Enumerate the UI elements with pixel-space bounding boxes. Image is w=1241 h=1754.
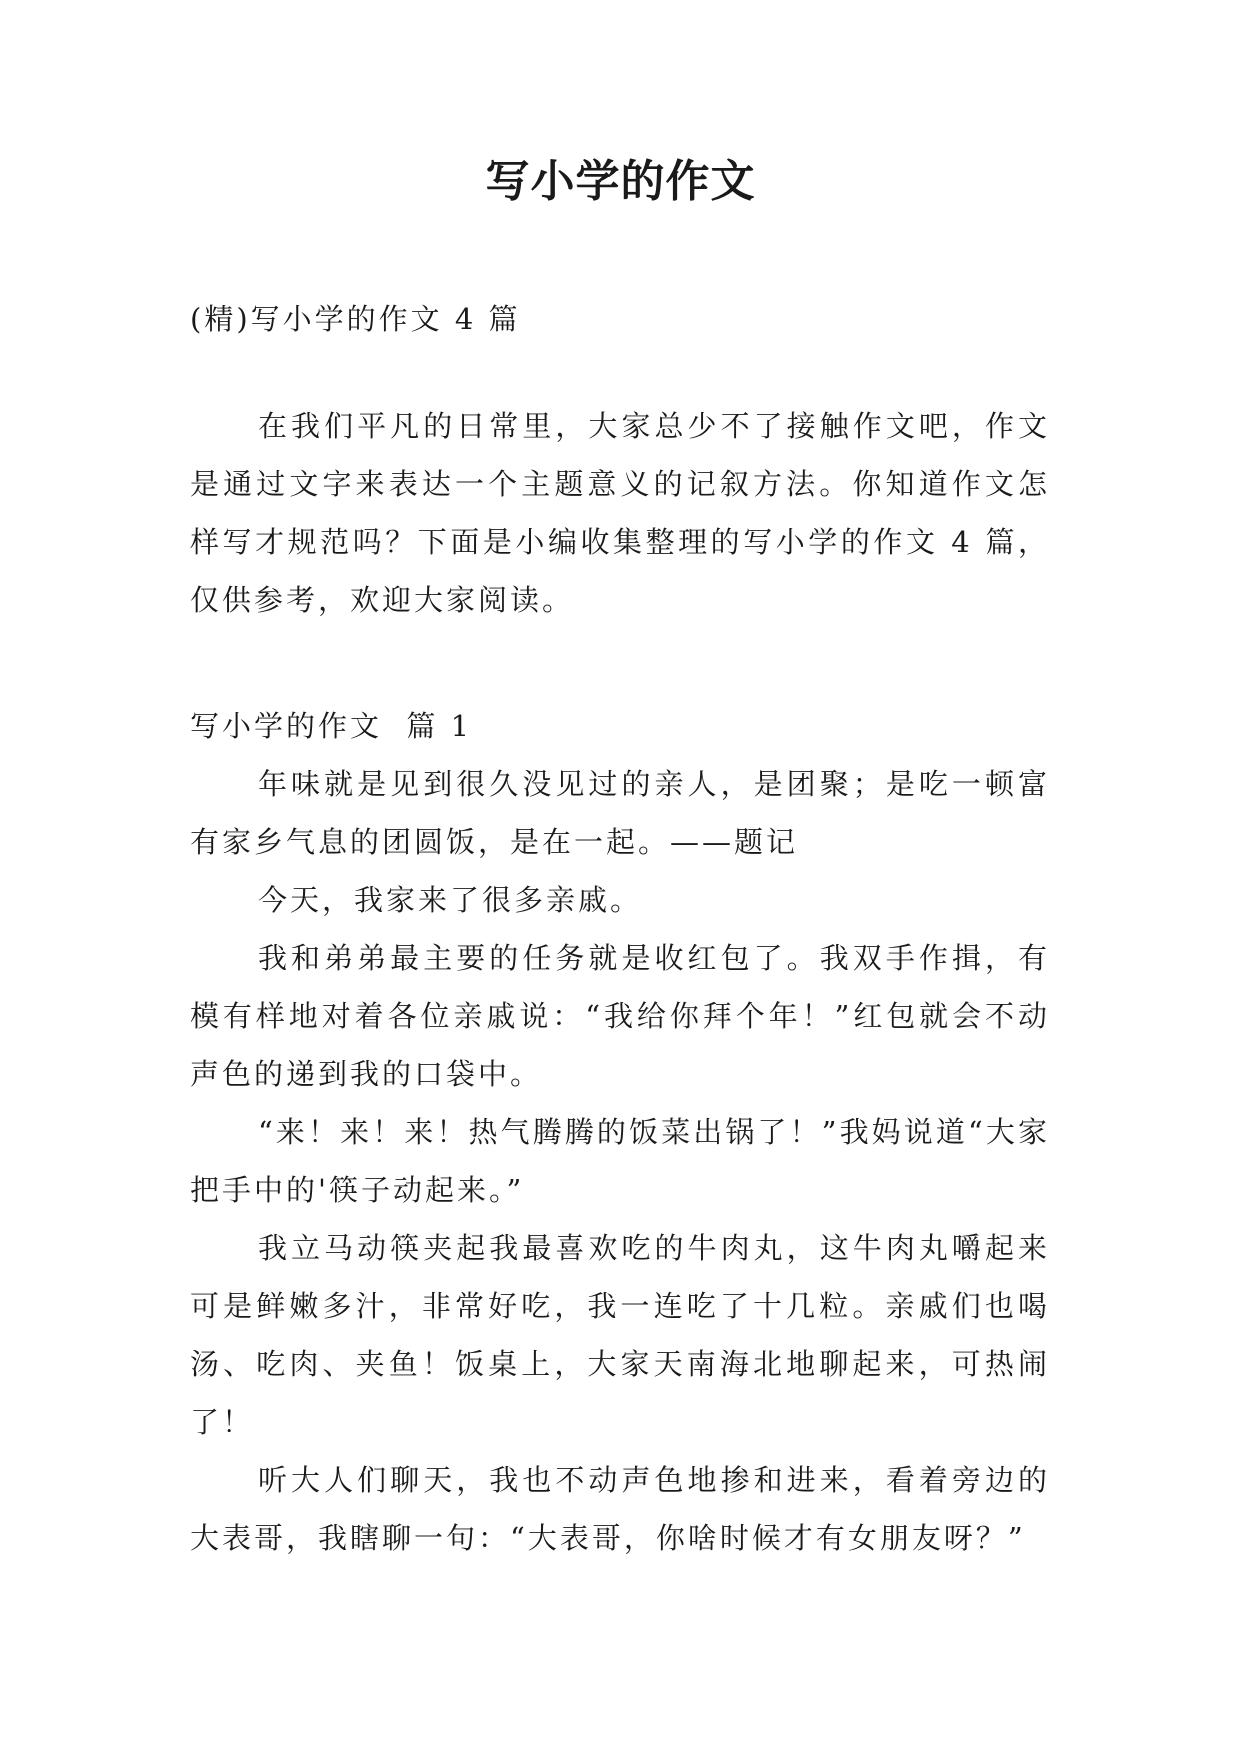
intro-paragraph: 在我们平凡的日常里，大家总少不了接触作文吧，作文是通过文字来表达一个主题意义的记叙方法。你知道作文怎样写才规范吗？下面是小编收集整理的写小学的作文 4 篇，仅供参考，欢迎大家阅读。 bbox=[190, 409, 1050, 617]
document-title: 写小学的作文 bbox=[485, 156, 756, 207]
body-paragraph: “来！来！来！热气腾腾的饭菜出锅了！”我妈说道“大家把手中的'筷子动起来。” bbox=[190, 1115, 1050, 1207]
body-paragraph: 我立马动筷夹起我最喜欢吃的牛肉丸，这牛肉丸嚼起来可是鲜嫩多汁，非常好吃，我一连吃了十几粒。亲戚们也喝汤、吃肉、夹鱼！饭桌上，大家天南海北地聊起来，可热闹了！ bbox=[190, 1231, 1050, 1439]
body-paragraph: 今天，我家来了很多亲戚。 bbox=[258, 883, 643, 917]
document-subtitle: (精)写小学的作文 4 篇 bbox=[190, 302, 521, 336]
document-body bbox=[190, 290, 1050, 1567]
section-heading: 写小学的作文 篇 1 bbox=[190, 709, 473, 743]
body-paragraph: 我和弟弟最主要的任务就是收红包了。我双手作揖，有模有样地对着各位亲戚说：“我给你拜个年！”红包就会不动声色的递到我的口袋中。 bbox=[190, 941, 1050, 1091]
body-paragraph: 听大人们聊天，我也不动声色地掺和进来，看着旁边的大表哥，我瞎聊一句：“大表哥，你啥时候才有女朋友呀？” bbox=[190, 1463, 1050, 1555]
body-paragraph: 年味就是见到很久没见过的亲人，是团聚；是吃一顿富有家乡气息的团圆饭，是在一起。——题记 bbox=[190, 767, 1050, 859]
